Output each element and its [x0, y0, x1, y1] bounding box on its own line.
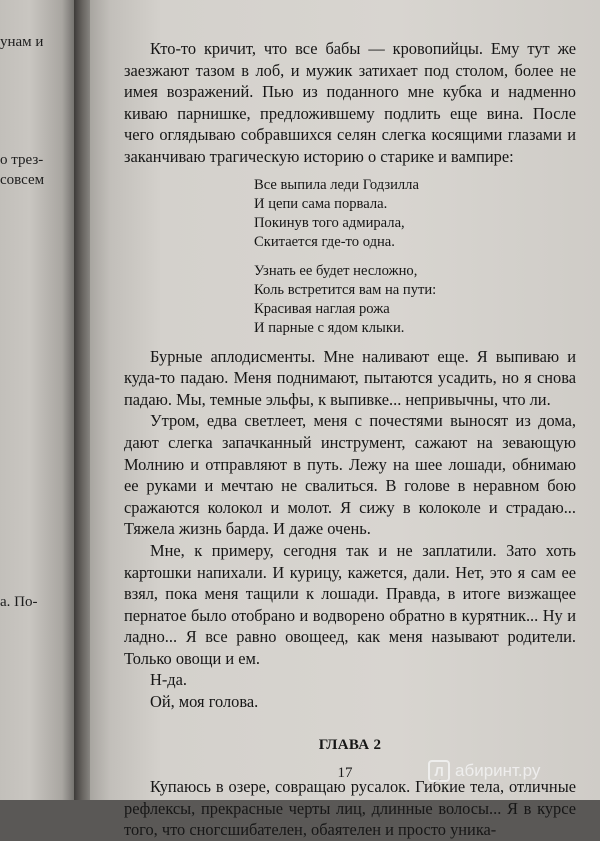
page-text [124, 38, 576, 841]
watermark [428, 760, 540, 782]
poem-line: Коль встретится вам на пути: [254, 281, 437, 298]
paragraph: Утром, едва светлеет, меня с почестями выносят из дома, дают слегка запачканный инструмент, сажают на зевающую Молнию и отправляют в путь. Лежу на шее лошади, обнимаю ее руками и мечтаю не свалиться. В голове в неравном бою сражаются колокол и молот. Я сижу в колоколе и страдаю... Тяжела жизнь барда. И даже очень. [124, 411, 576, 539]
poem-line: Покинув того адмирала, [254, 214, 405, 231]
poem-line: И парные с ядом клыки. [254, 319, 405, 336]
paragraph: Бурные аплодисменты. Мне наливают еще. Я выпиваю и куда-то падаю. Меня поднимают, пытаются усадить, но я снова падаю. Мы, темные эльфы, к выпивке... непривычны, что ли. [124, 346, 576, 409]
poem-line: Скитается где-то одна. [254, 233, 395, 250]
chapter-heading: ГЛАВА 2 [318, 736, 382, 753]
page-number: 17 [337, 765, 353, 781]
left-page-fragment: унам и [0, 34, 44, 50]
paragraph: Н-да. [150, 670, 188, 690]
watermark-text: абиринт.ру [455, 761, 541, 780]
poem-line: Узнать ее будет несложно, [254, 262, 418, 279]
poem-line: Все выпила леди Годзилла [254, 176, 419, 193]
poem-line: И цепи сама порвала. [254, 195, 388, 212]
paragraph: Ой, моя голова. [150, 692, 259, 712]
poem-line: Красивая наглая рожа [254, 300, 390, 317]
paragraph: Мне, к примеру, сегодня так и не заплатили. Зато хоть картошки напихали. И курицу, кажется, дали. Нет, это я сам ее взял, пока меня тащили к лошади. Правда, в итоге визжащее пернатое было отобрано и водворено обратно в курятник... Ну и ладно... Я все равно овощеед, как меня называют родители. Только овощи и ем. [124, 540, 576, 668]
paragraph: Купаюсь в озере, совращаю русалок. Гибкие тела, отличные рефлексы, прекрасные черты лиц, длинные волосы... Я в курсе того, что сногсшибателен, обаятелен и просто уника- [124, 777, 576, 840]
left-page-fragment: о трез- [0, 152, 44, 168]
poem-stanza [254, 176, 576, 252]
left-page-fragment: совсем [0, 172, 45, 188]
paragraph: Кто-то кричит, что все бабы — кровопийцы. Ему тут же заезжают тазом в лоб, и мужик затихает под столом, более не имея возражений. Пью из поданного мне кубка и надменно киваю парнишке, предложившему подлить еще вина. После чего оглядываю собравшихся селян слегка косящими глазами и заканчиваю трагическую историю о старике и вампире: [124, 39, 576, 166]
left-page [0, 0, 76, 800]
watermark-logo-icon: Л [428, 760, 450, 782]
poem-stanza [254, 262, 576, 338]
left-page-fragment: а. По- [0, 594, 38, 610]
right-page [90, 0, 600, 840]
poem [254, 176, 576, 338]
